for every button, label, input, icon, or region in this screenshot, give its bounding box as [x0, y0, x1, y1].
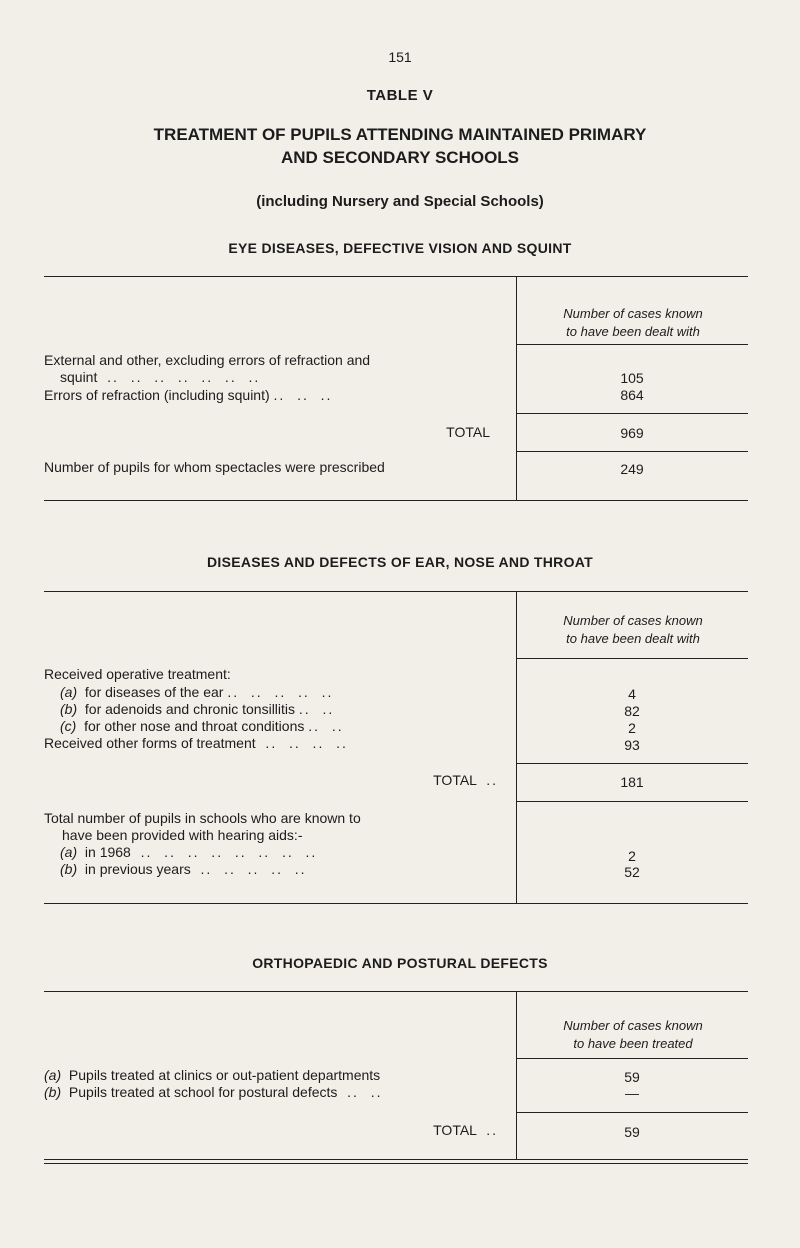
eye-row-external-line1: External and other, excluding errors of refraction and	[44, 352, 371, 368]
eye-bottom-rule	[44, 500, 748, 501]
ent-total-rule	[516, 763, 748, 764]
ortho-header-rule	[516, 1058, 748, 1059]
main-title-line2: AND SECONDARY SCHOOLS	[280, 148, 520, 167]
eye-total-label: TOTAL	[446, 424, 490, 440]
ent-hearing-line1: Total number of pupils in schools who are known to	[44, 810, 361, 826]
eye-row-external-label: squint	[60, 369, 98, 385]
ent-header-rule	[516, 658, 748, 659]
ent-column-header	[520, 612, 746, 648]
ent-bottom-rule	[44, 903, 748, 904]
ortho-row-school-label: Pupils treated at school for postural defects	[68, 1084, 338, 1100]
ortho-row-clinics-label: Pupils treated at clinics or out-patient departments	[68, 1067, 381, 1083]
ortho-row-clinics-marker: (a)	[44, 1067, 62, 1083]
ortho-row-school: (b) Pupils treated at school for postural defects .. ..	[44, 1084, 383, 1100]
subtitle: (including Nursery and Special Schools)	[256, 193, 544, 210]
eye-header-rule	[516, 344, 748, 345]
ent-row-ear-value: 4	[628, 686, 636, 702]
table-title: TABLE V	[366, 87, 434, 104]
eye-row-refraction-label: Errors of refraction (including squint)	[44, 387, 270, 403]
eye-col-head-line2: to have been dealt with	[566, 324, 700, 339]
ent-row-ear-label: for diseases of the ear	[84, 684, 224, 700]
eye-total-rule	[516, 413, 748, 414]
ortho-column-header	[520, 1017, 746, 1053]
eye-section-heading: EYE DISEASES, DEFECTIVE VISION AND SQUINT	[228, 240, 572, 256]
ent-row-hearing-previous-label: in previous years	[84, 861, 191, 877]
ent-top-rule	[44, 591, 748, 592]
eye-row-refraction: Errors of refraction (including squint) .. .. ..	[44, 387, 333, 403]
ortho-total-label: TOTAL	[433, 1122, 477, 1138]
ent-row-hearing-1968-label: in 1968	[84, 844, 131, 860]
ent-row-adenoids-label: for adenoids and chronic tonsillitis	[84, 701, 296, 717]
ortho-section-heading: ORTHOPAEDIC AND POSTURAL DEFECTS	[252, 955, 548, 971]
eye-row-external-line2: squint .. .. .. .. .. .. ..	[60, 369, 261, 385]
ortho-row-clinics	[44, 1067, 380, 1083]
main-title	[0, 123, 800, 169]
eye-top-rule	[44, 276, 748, 277]
eye-spectacles-label: Number of pupils for whom spectacles were prescribed	[44, 459, 385, 475]
ent-hearing-line2: have been provided with hearing aids:-	[62, 827, 303, 843]
ent-operative-label: Received operative treatment:	[44, 666, 231, 682]
ent-row-hearing-1968-value: 2	[628, 848, 636, 864]
eye-spectacles-rule	[516, 451, 748, 452]
ent-section-heading: DISEASES AND DEFECTS OF EAR, NOSE AND THROAT	[206, 554, 594, 570]
ent-row-other-conditions-label: for other nose and throat conditions	[84, 718, 305, 734]
ent-row-other-conditions-marker: (c)	[60, 718, 77, 734]
ent-col-head-line2: to have been dealt with	[566, 631, 700, 646]
ortho-total: TOTAL ..	[433, 1122, 498, 1138]
eye-row-external-value: 105	[620, 370, 644, 386]
ent-row-hearing-1968: (a) in 1968 .. .. .. .. .. .. .. ..	[60, 844, 318, 860]
ent-row-other-treatment-value: 93	[624, 737, 640, 753]
ent-row-hearing-1968-marker: (a)	[60, 844, 78, 860]
ent-total: TOTAL ..	[433, 772, 498, 788]
ent-row-hearing-previous-marker: (b)	[60, 861, 78, 877]
ent-col-head-line1: Number of cases known	[563, 613, 703, 628]
ortho-row-clinics-value: 59	[624, 1069, 640, 1085]
ent-row-ear-marker: (a)	[60, 684, 78, 700]
ortho-col-head-line2: to have been treated	[573, 1036, 693, 1051]
ortho-row-school-marker: (b)	[44, 1084, 62, 1100]
ortho-row-school-value: —	[625, 1085, 639, 1101]
ent-row-other-conditions: (c) for other nose and throat conditions .. ..	[60, 718, 344, 734]
ent-row-adenoids-marker: (b)	[60, 701, 78, 717]
ortho-bottom-rule-double	[44, 1163, 748, 1164]
ortho-bottom-rule	[44, 1159, 748, 1160]
ent-row-adenoids-value: 82	[624, 703, 640, 719]
ent-row-ear: (a) for diseases of the ear .. .. .. .. ..	[60, 684, 334, 700]
ortho-col-head-line1: Number of cases known	[563, 1018, 703, 1033]
ent-row-hearing-previous-value: 52	[624, 864, 640, 880]
eye-spectacles-value: 249	[620, 461, 644, 477]
eye-row-refraction-value: 864	[620, 387, 644, 403]
ent-row-hearing-previous: (b) in previous years .. .. .. .. ..	[60, 861, 307, 877]
ortho-total-value: 59	[624, 1124, 640, 1140]
ent-row-other-treatment-label: Received other forms of treatment	[44, 735, 256, 751]
ent-hearing-rule	[516, 801, 748, 802]
main-title-line1: TREATMENT OF PUPILS ATTENDING MAINTAINED PRIMARY	[153, 125, 647, 144]
eye-col-head-line1: Number of cases known	[563, 306, 703, 321]
ent-row-other-treatment: Received other forms of treatment .. .. .. ..	[44, 735, 348, 751]
eye-total-value: 969	[620, 425, 644, 441]
ent-row-other-conditions-value: 2	[628, 720, 636, 736]
eye-column-header	[520, 305, 746, 341]
ent-total-value: 181	[620, 774, 644, 790]
ent-total-label: TOTAL	[433, 772, 477, 788]
ent-row-adenoids: (b) for adenoids and chronic tonsillitis .. ..	[60, 701, 335, 717]
page-number: 151	[388, 49, 412, 65]
ortho-top-rule	[44, 991, 748, 992]
ortho-total-rule	[516, 1112, 748, 1113]
